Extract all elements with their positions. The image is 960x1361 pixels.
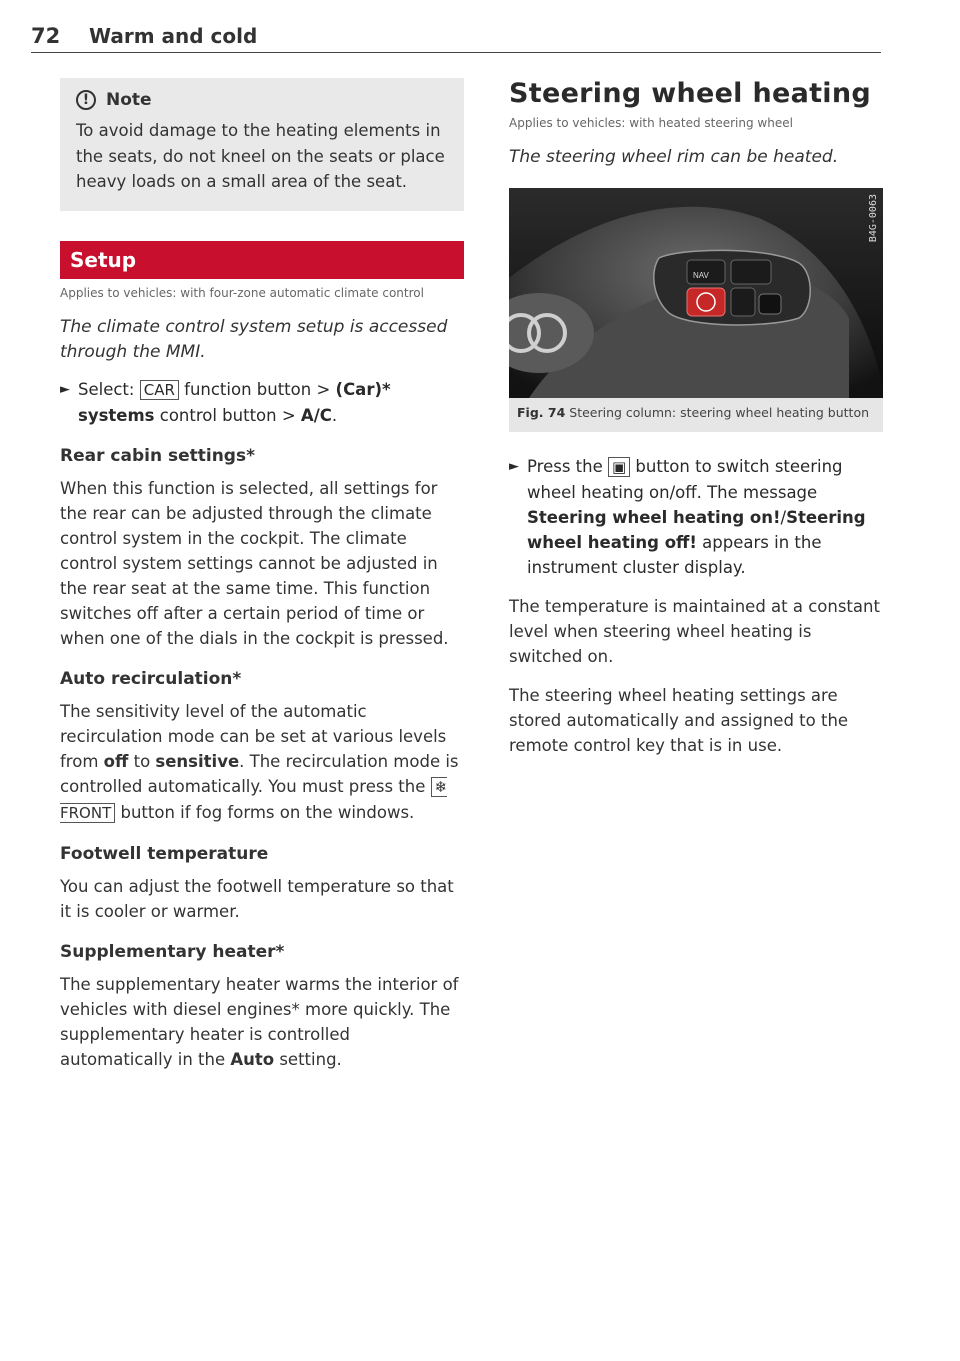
steering-heading: Steering wheel heating	[509, 78, 872, 109]
steering-heat-button-icon: ▣	[608, 457, 630, 477]
auto-recirculation-text: The sensitivity level of the automatic recirculation mode can be set at various levels from off to sensitive. The recirculation mode is controlled automatically. You must press the ❄ FRONT button if fog forms on the windows.	[60, 701, 459, 822]
setup-applies: Applies to vehicles: with four-zone automatic climate control	[60, 285, 424, 300]
nav-label: NAV	[693, 271, 709, 280]
footwell-heading: Footwell temperature	[60, 843, 269, 864]
ac-label: A/C	[300, 405, 332, 425]
steering-wheel-figure	[509, 188, 883, 398]
rear-cabin-text: When this function is selected, all settings for the rear can be adjusted through the climate control system in the cockpit. The climate control system settings cannot be adjusted in the rear seat at the same time. This function switches off after a certain period of time or when one of the dials in the cockpit is pressed.	[60, 478, 449, 648]
footwell-text: You can adjust the footwell temperature so that it is cooler or warmer.	[60, 876, 454, 921]
steering-applies: Applies to vehicles: with heated steering wheel	[509, 116, 793, 130]
setup-heading: Setup	[60, 241, 464, 279]
rear-cabin-heading: Rear cabin settings*	[60, 445, 255, 466]
steering-wheel-illustration	[509, 188, 883, 398]
note-title: Note	[106, 90, 152, 110]
supplementary-heater-text: The supplementary heater warms the interior of vehicles with diesel engines* more quickly. The supplementary heater is controlled automatically in the Auto setting.	[60, 974, 459, 1069]
setup-intro: The climate control system setup is accessed through the MMI.	[60, 316, 448, 362]
right-column	[509, 78, 885, 758]
front-defrost-key-label: ❄ FRONT	[60, 777, 448, 822]
bullet-arrow-icon: ►	[60, 381, 70, 397]
page-number: 72	[31, 24, 61, 48]
page-header	[31, 22, 881, 53]
auto-recirculation-heading: Auto recirculation*	[60, 668, 242, 689]
left-column	[60, 78, 464, 1072]
car-key-label: CAR	[140, 380, 179, 400]
exclamation-circle-icon: !	[76, 90, 96, 110]
note-header	[76, 90, 452, 110]
bullet-arrow-icon: ►	[509, 459, 519, 474]
steering-press-step: ► Press the ▣ button to switch steering wheel heating on/off. The message Steering wheel heating on!/Steering wheel heating off! appears in the instrument cluster display.	[509, 454, 885, 580]
supplementary-heater-heading: Supplementary heater*	[60, 941, 285, 962]
setup-select-step: ► Select: CAR function button > (Car)* systems control button > A/C.	[60, 377, 464, 428]
section-title: Warm and cold	[89, 24, 258, 48]
steering-intro: The steering wheel rim can be heated.	[509, 147, 839, 167]
steering-para-1: The temperature is maintained at a constant level when steering wheel heating is switched on.	[509, 597, 880, 666]
figure-caption: Fig. 74 Steering column: steering wheel heating button	[509, 398, 883, 432]
car-systems-label: (Car)* systems	[78, 379, 391, 425]
steering-para-2: The steering wheel heating settings are stored automatically and assigned to the remote control key that is in use.	[509, 686, 849, 755]
note-box	[60, 78, 464, 211]
note-text: To avoid damage to the heating elements in the seats, do not kneel on the seats or place heavy loads on a small area of the seat.	[76, 121, 445, 191]
figure-code: B4G-0063	[868, 194, 879, 243]
